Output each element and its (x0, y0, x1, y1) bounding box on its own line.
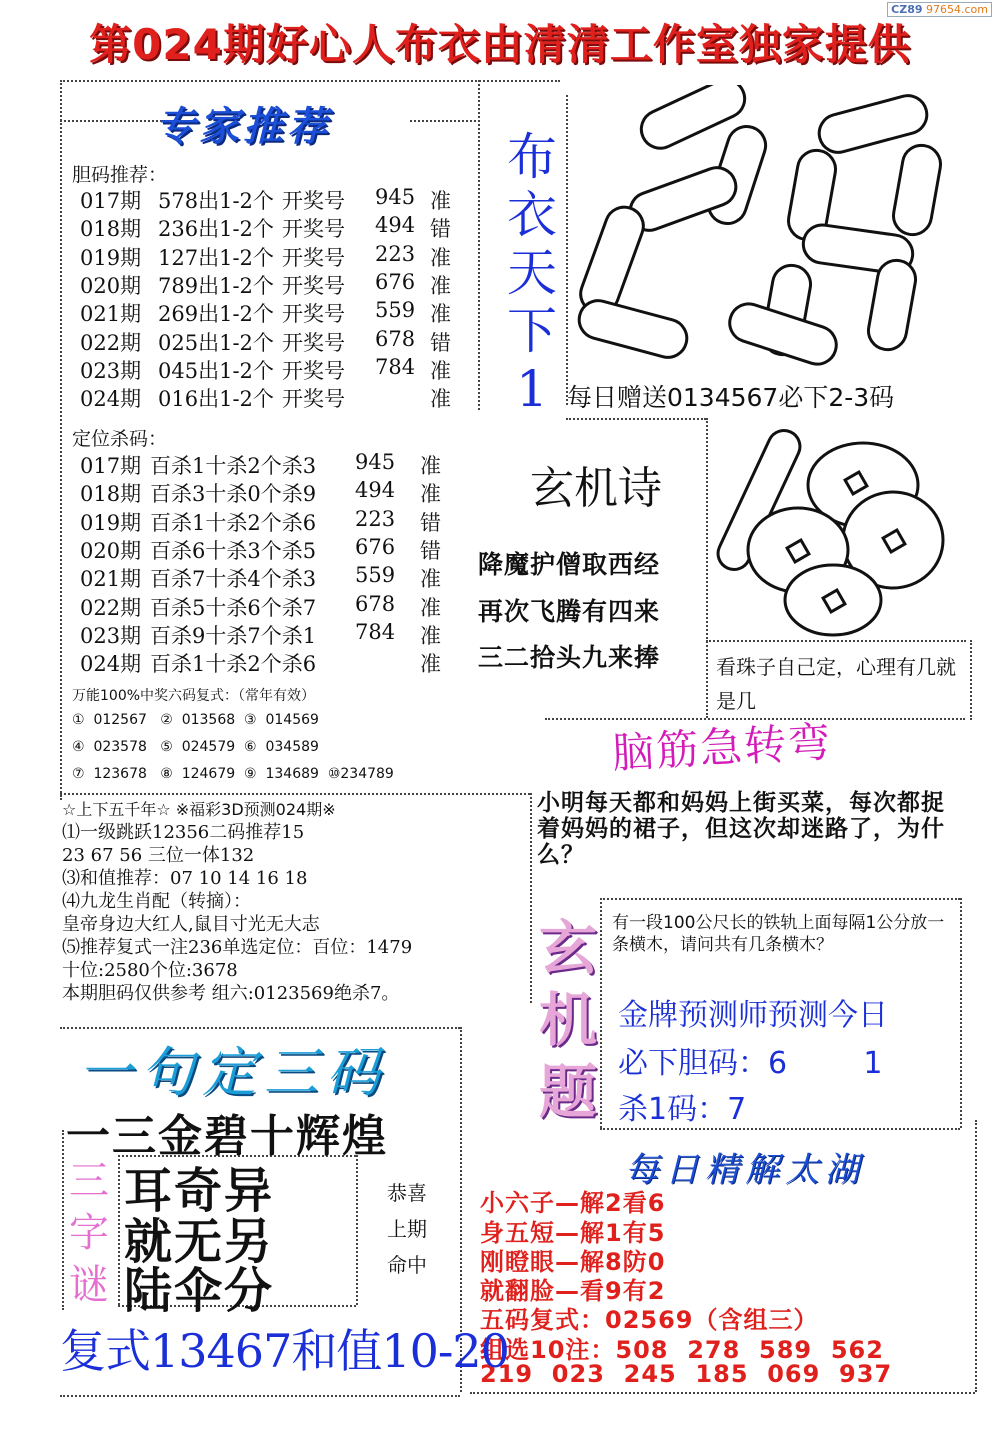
buyi-vertical-title (492, 128, 572, 418)
dan-label: 开奖号 (282, 358, 345, 383)
divider (60, 80, 560, 82)
taihu-line: 219 023 245 185 069 937 (480, 1360, 893, 1388)
divider (60, 80, 62, 800)
dan-verdict: 错 (430, 217, 451, 242)
forecast-line: ⑶和值推荐：07 10 14 16 18 (62, 868, 308, 889)
one-sentence-title: 一句定三码 (78, 1041, 388, 1104)
divider (975, 1120, 977, 1392)
kill-verdict: 准 (420, 482, 441, 507)
kill-period: 020期 (80, 538, 142, 563)
dan-label: 胆码推荐： (72, 164, 168, 186)
dan-result: 678 (375, 326, 416, 351)
kill-period: 017期 (80, 454, 142, 478)
expert-title: 专家推荐 (155, 104, 331, 150)
divider (60, 1027, 460, 1029)
sanzimi-char: 三 (69, 1158, 109, 1204)
dan-label: 开奖号 (282, 189, 345, 213)
divider (970, 640, 972, 720)
divider (600, 898, 602, 1128)
fushi-summary: 复式13467和值10-20 (60, 1324, 509, 1378)
dan-period: 020期 (80, 273, 142, 298)
taihu-line: 就翻脸—看9有2 (480, 1277, 666, 1305)
divider (706, 640, 966, 642)
divider (478, 80, 480, 410)
poem-line: 三二拾头九来捧 (478, 643, 661, 672)
kill-verdict: 错 (420, 510, 441, 535)
kill-verdict: 错 (420, 538, 441, 563)
buyi-char: 天 (507, 244, 557, 302)
congrats-line: 恭喜 (387, 1181, 427, 1205)
kill-period: 021期 (80, 567, 142, 592)
divider (60, 120, 170, 122)
dan-result: 559 (375, 298, 416, 323)
bead-note: 看珠子自己定，心理有几就是几 (716, 655, 956, 713)
wanneng-row: ⑦ 123678 ⑧ 124679 ⑨ 134689 ⑩234789 (72, 766, 394, 782)
divider (960, 898, 962, 1128)
dan-pick: 789出1-2个 (158, 273, 274, 298)
dan-period: 024期 (80, 387, 142, 412)
xuanji-ti-char: 玄 (538, 914, 597, 982)
dan-verdict: 准 (430, 358, 451, 383)
kill-verdict: 准 (420, 595, 441, 620)
dan-verdict: 准 (430, 189, 451, 213)
congrats-line: 命中 (387, 1253, 427, 1277)
taihu-line: 小六子—解2看6 (480, 1189, 666, 1217)
rod-number-illustration (568, 85, 948, 375)
dan-result: 784 (375, 354, 416, 379)
kill-pick: 百杀9十杀7个杀1 (150, 623, 317, 648)
kill-result: 676 (355, 534, 396, 559)
forecast-line: 十位:2580个位:3678 (62, 960, 238, 981)
dan-label: 开奖号 (282, 330, 345, 355)
kill-pick: 百杀1十杀2个杀6 (150, 510, 317, 535)
xuanji-ti-char: 题 (538, 1058, 597, 1126)
coins-illustration (708, 425, 958, 640)
daily-gift-text: 每日赠送0134567必下2-3码 (567, 383, 895, 412)
kill-period: 022期 (80, 595, 142, 620)
kill-pick: 百杀5十杀6个杀7 (150, 595, 317, 620)
poem-line: 再次飞腾有四来 (478, 597, 661, 626)
kill-result: 678 (355, 591, 396, 616)
dan-pick: 236出1-2个 (158, 217, 274, 242)
dan-label: 开奖号 (282, 217, 345, 242)
gold-line: 必下胆码：6 1 (618, 1046, 883, 1081)
divider (356, 1155, 358, 1305)
page-title: 第024期好心人布衣由清清工作室独家提供 (89, 20, 911, 69)
forecast-line: ⑴一级跳跃12356二码推荐15 (62, 822, 305, 843)
dan-result: 945 (375, 185, 416, 209)
xuanji-ti-char: 机 (538, 986, 597, 1054)
forecast-line: 本期胆码仅供参考 组六:0123569绝杀7。 (62, 983, 400, 1004)
gold-line: 金牌预测师预测今日 (618, 998, 888, 1033)
xuanji-ti-title (536, 912, 600, 1128)
taihu-line: 五码复式：02569（含组三） (480, 1306, 819, 1334)
forecast-line: ⑸推荐复式一注236单选定位：百位：1479 (62, 937, 413, 958)
dan-pick: 025出1-2个 (158, 330, 274, 355)
dan-period: 022期 (80, 330, 142, 355)
brain-teaser-question: 小明每天都和妈妈上街买菜，每次都捉着妈妈的裙子，但这次却迷路了，为什么？ (537, 790, 945, 868)
xuanji-ti-question: 有一段100公尺长的铁轨上面每隔1公分放一条横木，请问共有几条横木？ (612, 913, 945, 955)
kill-verdict: 准 (420, 567, 441, 592)
kill-period: 019期 (80, 510, 142, 535)
divider (410, 120, 480, 122)
dan-verdict: 错 (430, 330, 451, 355)
forecast-line: ☆上下五千年☆ ※福彩3D预测024期※ (62, 800, 336, 819)
riddle-word: 就无另 (124, 1214, 275, 1270)
sanzimi-char: 谜 (69, 1262, 109, 1308)
divider (60, 1395, 460, 1397)
dan-pick: 269出1-2个 (158, 302, 274, 327)
kill-result: 494 (355, 478, 396, 503)
kill-pick: 百杀3十杀0个杀9 (150, 482, 317, 507)
dan-result: 676 (375, 269, 416, 294)
dan-label: 开奖号 (282, 273, 345, 298)
divider (600, 898, 960, 900)
kill-verdict: 准 (420, 623, 441, 648)
wanneng-row: ④ 023578 ⑤ 024579 ⑥ 034589 (72, 739, 319, 755)
dan-period: 017期 (80, 189, 142, 213)
divider (566, 418, 706, 420)
taihu-line: 刚瞪眼—解8防0 (480, 1248, 666, 1276)
forecast-line: 23 67 56 三位一体132 (62, 845, 255, 866)
taihu-line: 组选10注：508 278 589 562 (480, 1336, 884, 1364)
taihu-line: 身五短—解1有5 (480, 1219, 666, 1247)
dan-period: 023期 (80, 358, 142, 383)
dan-period: 019期 (80, 245, 142, 270)
congrats-note (382, 1175, 432, 1283)
kill-label: 定位杀码： (72, 428, 168, 450)
kill-period: 018期 (80, 482, 142, 507)
dan-result: 223 (375, 241, 416, 266)
dan-label: 开奖号 (282, 245, 345, 270)
divider (600, 1128, 960, 1130)
wanneng-row: ① 012567 ② 013568 ③ 014569 (72, 712, 319, 728)
divider (470, 1392, 975, 1394)
divider (118, 1155, 120, 1305)
dan-pick: 127出1-2个 (158, 245, 274, 270)
dan-result: 494 (375, 213, 416, 238)
xuanji-poem-title: 玄机诗 (530, 463, 662, 514)
riddle-phrase: 一三金碧十辉煌 (66, 1111, 388, 1162)
kill-period: 024期 (80, 652, 142, 677)
riddle-word: 陆伞分 (124, 1263, 275, 1319)
forecast-line: ⑷九龙生肖配（转摘）： (62, 891, 251, 912)
buyi-char: 下 (507, 302, 557, 360)
buyi-char: 衣 (507, 186, 557, 244)
kill-result: 945 (355, 450, 396, 474)
kill-pick: 百杀6十杀3个杀5 (150, 538, 317, 563)
brain-teaser-title: 脑筋急转弯 (610, 717, 834, 778)
congrats-line: 上期 (387, 1217, 427, 1241)
dan-period: 021期 (80, 302, 142, 327)
forecast-block (62, 798, 532, 1005)
dan-period: 018期 (80, 217, 142, 242)
buyi-char: 1 (516, 360, 548, 418)
kill-pick: 百杀1十杀2个杀3 (150, 454, 317, 478)
kill-pick: 百杀7十杀4个杀3 (150, 567, 317, 592)
buyi-char: 布 (507, 128, 557, 186)
dan-label: 开奖号 (282, 302, 345, 327)
riddle-word: 耳奇异 (124, 1163, 275, 1219)
sanzimi-title (64, 1155, 114, 1311)
gold-line: 杀1码：7 (618, 1092, 747, 1127)
kill-pick: 百杀1十杀2个杀6 (150, 652, 317, 677)
kill-result: 559 (355, 563, 396, 588)
taihu-title: 每日精解太湖 (625, 1150, 865, 1190)
kill-period: 023期 (80, 623, 142, 648)
dan-pick: 045出1-2个 (158, 358, 274, 383)
dan-label: 开奖号 (282, 387, 345, 412)
wanneng-label: 万能100%中奖六码复式：（常年有效） (72, 688, 316, 704)
kill-result: 223 (355, 506, 396, 531)
site-watermark: CZ89 97654.com (887, 2, 992, 17)
kill-verdict: 准 (420, 652, 441, 677)
dan-verdict: 准 (430, 245, 451, 270)
poem-line: 降魔护僧取西经 (478, 550, 661, 579)
kill-result: 784 (355, 619, 396, 644)
kill-verdict: 准 (420, 454, 441, 478)
dan-pick: 016出1-2个 (158, 387, 274, 412)
dan-verdict: 准 (430, 387, 451, 412)
forecast-line: 皇帝身边大红人,鼠目寸光无大志 (62, 914, 320, 935)
sanzimi-char: 字 (69, 1210, 109, 1256)
dan-verdict: 准 (430, 302, 451, 327)
divider (60, 793, 530, 795)
dan-verdict: 准 (430, 273, 451, 298)
dan-pick: 578出1-2个 (158, 189, 274, 213)
